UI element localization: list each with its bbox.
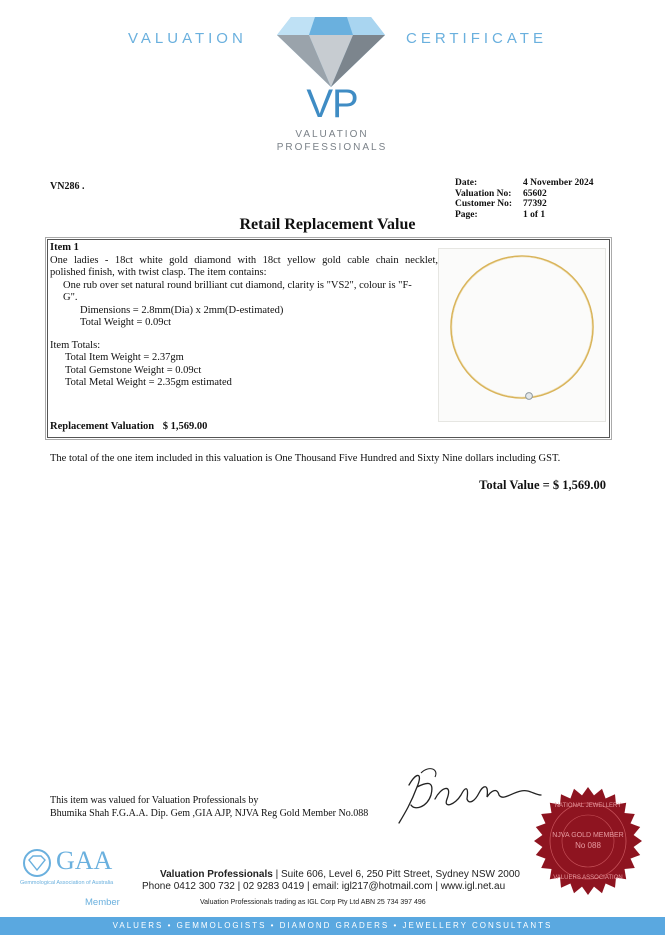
replacement-value: $ 1,569.00 xyxy=(162,421,208,432)
item-total-metal-weight: Total Metal Weight = 2.35gm estimated xyxy=(65,377,232,388)
necklace-image xyxy=(439,249,605,421)
seal-arc-top: NATIONAL JEWELLERY xyxy=(554,803,622,809)
logo-line-valuation: VALUATION xyxy=(295,129,369,140)
footer-trading: Valuation Professionals trading as IGL Corp Pty Ltd ABN 25 734 397 496 xyxy=(200,899,426,906)
necklace-photo xyxy=(438,248,606,422)
header-word-certificate: CERTIFICATE xyxy=(406,30,547,47)
meta-valuation-label: Valuation No: xyxy=(455,188,512,199)
footer-contact: Phone 0412 300 732 | 02 9283 0419 | email: igl217@hotmail.com | www.igl.net.au xyxy=(142,881,506,892)
footer-address: | Suite 606, Level 6, 250 Pitt Street, Sydney NSW 2000 xyxy=(272,869,520,880)
item-dimensions: Dimensions = 2.8mm(Dia) x 2mm(D-estimated) xyxy=(80,304,284,316)
signature-line1: This item was valued for Valuation Professionals by xyxy=(50,795,259,806)
item-stone-line1: One rub over set natural round brilliant cut diamond, clarity is "VS2", colour is "F- xyxy=(63,279,412,291)
item-totals-heading: Item Totals: xyxy=(50,339,101,351)
seal-line1: NJVA GOLD MEMBER xyxy=(552,832,624,839)
replacement-valuation xyxy=(50,421,207,434)
header-word-valuation: VALUATION xyxy=(128,30,247,47)
gaa-subtitle: Gemmological Association of Australia xyxy=(20,880,114,886)
gaa-letters: GAA xyxy=(56,846,113,875)
diamond-logo-icon xyxy=(275,15,387,90)
meta-customer-value: 77392 xyxy=(523,199,547,209)
seal-arc-bottom: VALUERS ASSOCIATION xyxy=(553,875,623,881)
signature-line2: Bhumika Shah F.G.A.A. Dip. Gem ,GIA AJP, NJVA Reg Gold Member No.088 xyxy=(50,807,369,819)
replacement-label: Replacement Valuation xyxy=(50,421,155,432)
signature-text xyxy=(50,795,368,820)
page-title: Retail Replacement Value xyxy=(239,216,416,233)
meta-customer-label: Customer No: xyxy=(455,199,513,209)
vp-logo-letters: VP xyxy=(306,82,358,126)
njva-seal-icon xyxy=(532,785,644,897)
item-stone-line2: G". xyxy=(63,292,78,303)
summary-text: The total of the one item included in this valuation is One Thousand Five Hundred and Sixty Nine dollars including GST. xyxy=(50,453,561,464)
meta-date-label: Date: xyxy=(455,178,478,188)
footer-address-line xyxy=(160,869,520,880)
seal-line2: No 088 xyxy=(575,841,601,850)
item-desc-line2: polished finish, with twist clasp. The item contains: xyxy=(50,267,267,278)
item-description xyxy=(50,242,438,390)
meta-page-label: Page: xyxy=(455,209,478,220)
total-value: Total Value = $ 1,569.00 xyxy=(479,478,606,492)
item-total-weight: Total Weight = 0.09ct xyxy=(80,317,172,328)
footer-banner: VALUERS • GEMMOLOGISTS • DIAMOND GRADERS • JEWELLERY CONSULTANTS xyxy=(0,917,665,935)
item-total-gemstone-weight: Total Gemstone Weight = 0.09ct xyxy=(65,364,202,376)
item-total-item-weight: Total Item Weight = 2.37gm xyxy=(65,352,184,363)
meta-block xyxy=(455,178,615,220)
logo-line-professionals: PROFESSIONALS xyxy=(276,142,388,153)
doc-reference: VN286 . xyxy=(50,181,85,192)
signature-image xyxy=(395,765,545,835)
item-desc-line1: One ladies - 18ct white gold diamond with 18ct yellow gold cable chain necklet, xyxy=(50,254,438,266)
item-box xyxy=(47,239,610,438)
meta-valuation-value: 65602 xyxy=(523,188,547,199)
gaa-member: Member xyxy=(85,897,120,908)
gaa-gem-icon xyxy=(20,848,54,878)
footer-company: Valuation Professionals xyxy=(160,869,273,880)
meta-page-value: 1 of 1 xyxy=(523,209,546,220)
meta-date-value: 4 November 2024 xyxy=(523,178,594,188)
item-heading: Item 1 xyxy=(50,242,79,253)
